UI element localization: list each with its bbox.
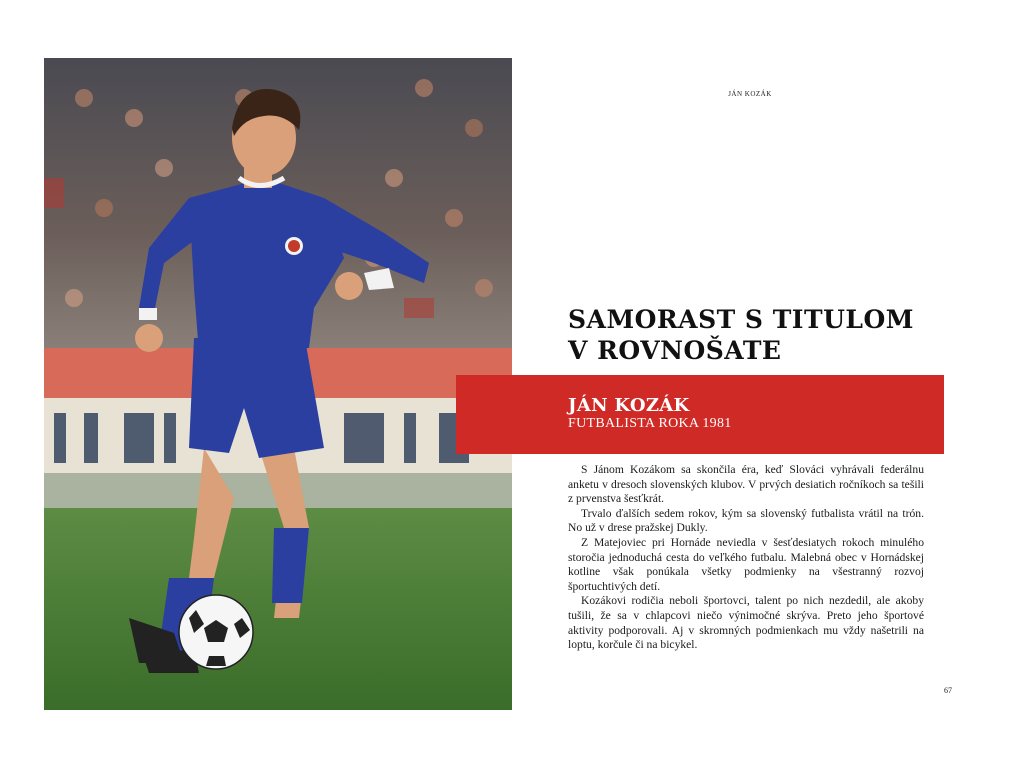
- article-body: [568, 463, 924, 653]
- banner-player-name: JÁN KOZÁK: [568, 395, 690, 416]
- red-banner: [456, 375, 944, 454]
- paragraph: S Jánom Kozákom sa skončila éra, keď Slováci vyhrávali federálnu anketu v dresoch slovenských klubov. V prvých desiatich ročníkoch sa tešili z prvenstva šesťkrát.: [568, 463, 924, 506]
- player-photo-illustration: [44, 58, 512, 710]
- chapter-title: [568, 304, 948, 366]
- running-head: JÁN KOZÁK: [728, 90, 772, 98]
- banner-subtitle: FUTBALISTA ROKA 1981: [568, 416, 732, 431]
- page-number: 67: [944, 686, 952, 695]
- chapter-title-line-2: V ROVNOŠATE: [568, 336, 782, 365]
- paragraph: Kozákovi rodičia neboli športovci, talent po nich nezdedil, ale akoby tušili, že sa v chlapcovi niečo výnimočné skrýva. Preto jeho športové aktivity podporovali. Aj v skromných podmienkach mu vždy našetrili na loptu, korčule či na bicykel.: [568, 594, 924, 652]
- paragraph: Z Matejoviec pri Hornáde neviedla v šesťdesiatych rokoch minulého storočia jednoduchá cesta do veľkého futbalu. Malebná obec v Hornádskej kotline však ponúkala všetky podmienky na všestranný rozvoj športuchtivých detí.: [568, 535, 924, 593]
- paragraph: Trvalo ďalších sedem rokov, kým sa slovenský futbalista vrátil na trón. No už v drese pražskej Dukly.: [568, 506, 924, 535]
- chapter-title-line-1: SAMORAST S TITULOM: [568, 305, 914, 334]
- player-photo: [44, 58, 512, 710]
